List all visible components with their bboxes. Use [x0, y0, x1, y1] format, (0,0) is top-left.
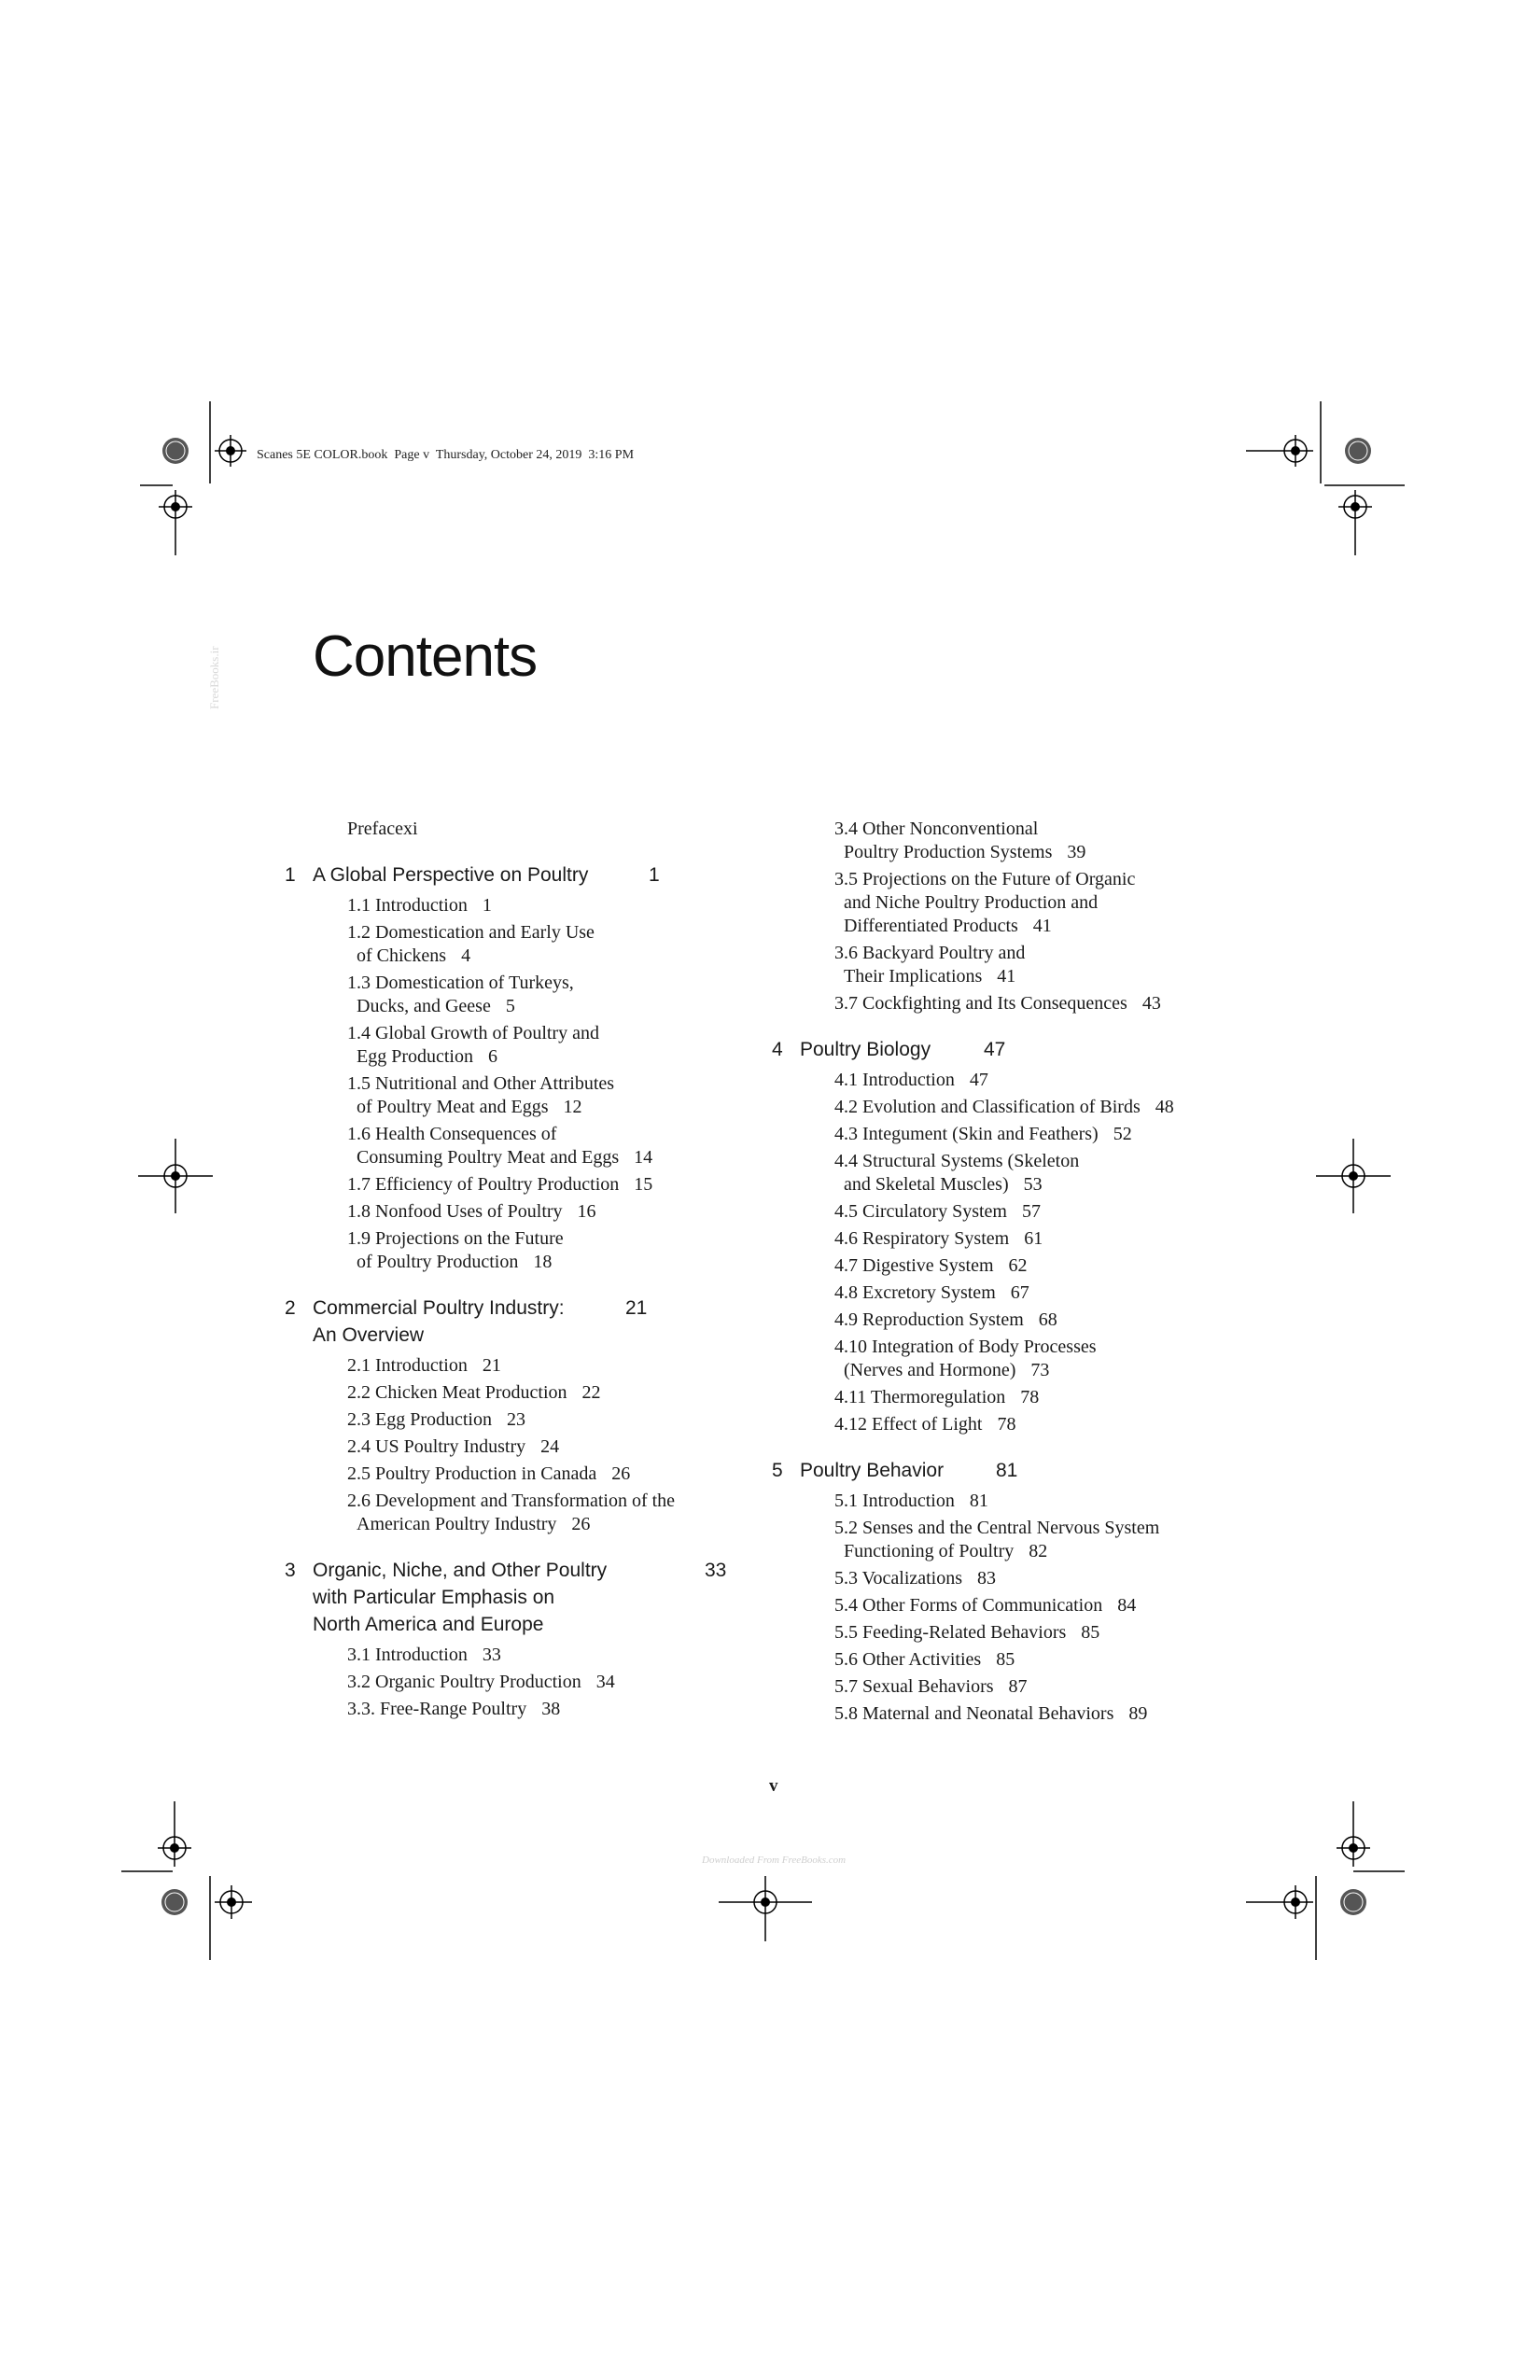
toc-entry-text: of Poultry Meat and Eggs — [357, 1097, 549, 1117]
toc-entry[interactable] — [313, 1200, 733, 1224]
toc-entry-text: Poultry Production Systems — [844, 842, 1053, 862]
toc-entry[interactable] — [800, 1386, 1220, 1409]
registration-mark-top-right — [1246, 401, 1405, 588]
toc-entry-page: 12 — [563, 1097, 582, 1117]
toc-entry[interactable] — [800, 1517, 1220, 1563]
toc-entry-text: 1.8 Nonfood Uses of Poultry — [347, 1201, 563, 1222]
toc-entry-line — [834, 1200, 1220, 1224]
toc-entry-line — [347, 1173, 733, 1197]
toc-entry-line — [347, 1381, 733, 1405]
page-number: v — [769, 1776, 778, 1796]
toc-entry-page: 39 — [1067, 842, 1086, 862]
toc-entry[interactable] — [313, 1698, 733, 1721]
toc-entry-text: 3.5 Projections on the Future of Organic — [834, 869, 1136, 889]
toc-entry[interactable] — [313, 1381, 733, 1405]
toc-right-column — [772, 818, 1220, 1729]
toc-entry-line — [347, 1022, 733, 1045]
toc-entry-text: 2.6 Development and Transformation of the — [347, 1491, 676, 1511]
toc-entry[interactable] — [800, 1227, 1220, 1251]
toc-entry-text: 5.2 Senses and the Central Nervous System — [834, 1518, 1160, 1538]
toc-entry[interactable] — [800, 1413, 1220, 1436]
print-header: Scanes 5E COLOR.book Page v Thursday, October 24, 2019 3:16 PM — [257, 448, 635, 462]
toc-entry-line — [834, 1227, 1220, 1251]
toc-entry-line — [347, 1045, 733, 1069]
toc-entry-page: 89 — [1128, 1703, 1148, 1724]
toc-entry-line — [347, 1200, 733, 1224]
toc-entry[interactable] — [313, 1408, 733, 1432]
footer-watermark: Downloaded From FreeBooks.com — [702, 1855, 847, 1866]
toc-entry[interactable] — [313, 921, 733, 968]
toc-entry-line — [834, 1281, 1220, 1305]
toc-entry-line — [347, 1123, 733, 1146]
chapter-title-line: Commercial Poultry Industry: — [313, 1297, 565, 1319]
toc-entry-page: 53 — [1023, 1174, 1043, 1195]
chapter-number: 2 — [285, 1297, 296, 1319]
toc-entry-text: 2.4 US Poultry Industry — [347, 1436, 526, 1457]
toc-entry[interactable] — [800, 1621, 1220, 1645]
toc-entry-line — [834, 1490, 1220, 1513]
toc-entry-page: 82 — [1029, 1541, 1048, 1561]
toc-entry-text: 4.12 Effect of Light — [834, 1414, 983, 1435]
registration-mark-bottom-right — [1246, 1801, 1405, 1960]
toc-entry-text: 3.4 Other Nonconventional — [834, 819, 1039, 839]
toc-entry-line — [834, 1413, 1220, 1436]
toc-entry-page: 48 — [1155, 1097, 1174, 1117]
toc-entry-page: 16 — [577, 1201, 596, 1222]
toc-entry-text: 2.3 Egg Production — [347, 1409, 492, 1430]
toc-entry[interactable] — [800, 1150, 1220, 1197]
chapter-title-line: with Particular Emphasis on — [313, 1587, 555, 1608]
toc-entry-page: 23 — [507, 1409, 525, 1430]
toc-entry[interactable] — [800, 1594, 1220, 1617]
toc-entry-text: 5.5 Feeding-Related Behaviors — [834, 1622, 1067, 1643]
chapter-title-line: Organic, Niche, and Other Poultry — [313, 1560, 608, 1581]
toc-entry-page: 78 — [997, 1414, 1016, 1435]
toc-entry-line — [347, 1435, 733, 1459]
toc-chapter-3[interactable] — [285, 1557, 733, 1638]
toc-entry-line — [834, 1594, 1220, 1617]
toc-entry-text: 3.3. Free-Range Poultry — [347, 1699, 527, 1719]
toc-entry-text: 3.6 Backyard Poultry and — [834, 943, 1026, 963]
page-title: Contents — [313, 624, 538, 689]
toc-entry-page: 33 — [482, 1645, 501, 1665]
toc-entry-text: 4.5 Circulatory System — [834, 1201, 1007, 1222]
toc-entry-page: 5 — [505, 996, 515, 1016]
toc-entry[interactable] — [800, 992, 1220, 1015]
toc-entry-line — [834, 1675, 1220, 1699]
toc-entry[interactable] — [800, 1096, 1220, 1119]
toc-entry-text: 3.7 Cockfighting and Its Consequences — [834, 993, 1127, 1014]
toc-entry[interactable] — [800, 1702, 1220, 1726]
toc-entry-text: 1.4 Global Growth of Poultry and — [347, 1023, 599, 1043]
toc-entry-page: 52 — [1113, 1124, 1132, 1144]
toc-entry-text: 4.6 Respiratory System — [834, 1228, 1010, 1249]
toc-entry-line — [834, 1254, 1220, 1278]
toc-entry-text: 2.2 Chicken Meat Production — [347, 1382, 567, 1403]
chapter-page: 47 — [984, 1039, 1006, 1060]
toc-entry-line — [834, 1123, 1220, 1146]
toc-entry[interactable] — [313, 1490, 733, 1536]
toc-entry-page: 41 — [997, 966, 1016, 987]
registration-mark-top-left — [140, 401, 252, 588]
toc-chapter-2[interactable] — [285, 1295, 733, 1349]
toc-entry-page: 34 — [595, 1672, 615, 1692]
toc-entry-text: of Chickens — [357, 945, 447, 966]
toc-entry-line — [834, 1096, 1220, 1119]
toc-entry-page: 15 — [634, 1174, 653, 1195]
toc-entry-preface[interactable] — [313, 818, 733, 841]
side-watermark: FreeBooks.ir — [207, 646, 221, 709]
toc-entry-text: 4.8 Excretory System — [834, 1282, 996, 1303]
toc-entry-page: 22 — [581, 1382, 601, 1403]
registration-mark-bottom-center — [719, 1876, 812, 1951]
toc-entry-page: 85 — [1081, 1622, 1100, 1643]
toc-entry-text: 4.1 Introduction — [834, 1070, 955, 1090]
toc-entry[interactable] — [313, 1354, 733, 1378]
chapter-number: 4 — [772, 1039, 783, 1060]
toc-entry-text: 1.1 Introduction — [347, 895, 468, 916]
toc-entry[interactable] — [313, 1671, 733, 1694]
toc-entry-text: 3.1 Introduction — [347, 1645, 468, 1665]
toc-entry-line — [834, 1150, 1220, 1173]
chapter-title-line: North America and Europe — [313, 1614, 544, 1635]
toc-entry-line — [347, 1513, 733, 1536]
toc-entry-line — [834, 1702, 1220, 1726]
toc-entry-text: 5.6 Other Activities — [834, 1649, 982, 1670]
toc-entry[interactable] — [800, 1069, 1220, 1092]
toc-entry[interactable] — [800, 868, 1220, 938]
toc-entry-page: 84 — [1117, 1595, 1137, 1616]
toc-entry-text: 2.5 Poultry Production in Canada — [347, 1463, 597, 1484]
toc-entry[interactable] — [800, 818, 1220, 864]
toc-entry[interactable] — [313, 1463, 733, 1486]
toc-entry-text: 2.1 Introduction — [347, 1355, 468, 1376]
toc-entry-text: 4.4 Structural Systems (Skeleton — [834, 1151, 1080, 1171]
toc-entry-page: 67 — [1010, 1282, 1029, 1303]
toc-entry-text: Ducks, and Geese — [357, 996, 491, 1016]
toc-entry-line — [834, 1336, 1220, 1359]
toc-entry-text: Their Implications — [844, 966, 983, 987]
toc-entry-text: 5.8 Maternal and Neonatal Behaviors — [834, 1703, 1114, 1724]
toc-entry-text: 1.7 Efficiency of Poultry Production — [347, 1174, 620, 1195]
registration-mark-middle-left — [138, 1139, 213, 1232]
toc-entry-page: 87 — [1008, 1676, 1028, 1697]
toc-entry-line — [347, 1463, 733, 1486]
toc-entry-text: 1.6 Health Consequences of — [347, 1124, 557, 1144]
toc-entry-line — [834, 992, 1220, 1015]
toc-entry-line — [834, 841, 1220, 864]
toc-entry-line — [834, 1540, 1220, 1563]
toc-entry-line — [834, 1517, 1220, 1540]
toc-entry-text: 5.1 Introduction — [834, 1491, 955, 1511]
toc-entry-page: 62 — [1008, 1255, 1028, 1276]
toc-entry-text: of Poultry Production — [357, 1252, 519, 1272]
toc-entry-line — [834, 1069, 1220, 1092]
toc-entry-text: American Poultry Industry — [357, 1514, 557, 1534]
toc-entry[interactable] — [313, 1123, 733, 1169]
toc-entry-line — [834, 1309, 1220, 1332]
toc-entry-text: 4.11 Thermoregulation — [834, 1387, 1006, 1407]
toc-entry-text: 3.2 Organic Poultry Production — [347, 1672, 581, 1692]
toc-entry-page: 26 — [571, 1514, 591, 1534]
toc-entry-line — [347, 1698, 733, 1721]
toc-entry-line — [834, 942, 1220, 965]
toc-entry-page: 24 — [540, 1436, 560, 1457]
chapter-page: 1 — [649, 864, 660, 886]
toc-entry-text: 5.7 Sexual Behaviors — [834, 1676, 994, 1697]
toc-entry-page: 73 — [1030, 1360, 1050, 1380]
registration-mark-bottom-left — [121, 1801, 252, 1960]
toc-entry-text: Egg Production — [357, 1046, 473, 1067]
toc-entry[interactable] — [313, 1435, 733, 1459]
toc-entry[interactable] — [800, 1648, 1220, 1672]
toc-entry-text: Consuming Poultry Meat and Eggs — [357, 1147, 620, 1168]
toc-entry-text: 5.3 Vocalizations — [834, 1568, 963, 1589]
toc-entry-text: 4.3 Integument (Skin and Feathers) — [834, 1124, 1099, 1144]
toc-entry[interactable] — [800, 1200, 1220, 1224]
toc-entry[interactable] — [313, 1022, 733, 1069]
toc-entry-line — [347, 1227, 733, 1251]
toc-entry-line — [834, 868, 1220, 891]
toc-entry-text: 4.7 Digestive System — [834, 1255, 994, 1276]
toc-entry-line — [834, 891, 1220, 915]
toc-entry[interactable] — [800, 1490, 1220, 1513]
toc-entry-page: 41 — [1032, 916, 1052, 936]
toc-entry-page: 68 — [1038, 1309, 1057, 1330]
toc-entry-line — [834, 818, 1220, 841]
toc-entry-line — [834, 1359, 1220, 1382]
toc-entry-line — [834, 1386, 1220, 1409]
toc-entry-page: 38 — [541, 1699, 561, 1719]
toc-entry-line — [834, 1648, 1220, 1672]
toc-entry-line — [347, 1146, 733, 1169]
toc-entry-text: Functioning of Poultry — [844, 1541, 1015, 1561]
toc-entry-text: 4.9 Reproduction System — [834, 1309, 1024, 1330]
toc-left-column — [285, 818, 733, 1725]
toc-chapter-4[interactable] — [772, 1036, 1220, 1063]
toc-entry[interactable] — [800, 942, 1220, 988]
toc-entry-text: and Niche Poultry Production and — [844, 892, 1099, 913]
toc-entry-text: and Skeletal Muscles) — [844, 1174, 1009, 1195]
toc-entry-text: Differentiated Products — [844, 916, 1018, 936]
toc-entry-text: 5.4 Other Forms of Communication — [834, 1595, 1103, 1616]
toc-entry[interactable] — [313, 1072, 733, 1119]
toc-entry-page: xi — [402, 819, 418, 839]
chapter-page: 21 — [625, 1297, 648, 1319]
toc-entry-line — [347, 1671, 733, 1694]
toc-entry[interactable] — [313, 1644, 733, 1667]
chapter-title-line: Poultry Behavior — [800, 1460, 945, 1481]
toc-entry-page: 14 — [634, 1147, 653, 1168]
toc-entry-page: 78 — [1020, 1387, 1040, 1407]
toc-entry-text: 1.3 Domestication of Turkeys, — [347, 973, 574, 993]
toc-entry[interactable] — [313, 972, 733, 1018]
toc-entry-text: (Nerves and Hormone) — [844, 1360, 1016, 1380]
toc-entry-line — [834, 965, 1220, 988]
toc-entry-page: 6 — [488, 1046, 497, 1067]
toc-entry-text: 1.2 Domestication and Early Use — [347, 922, 595, 943]
toc-entry[interactable] — [800, 1567, 1220, 1590]
toc-entry-line — [347, 1072, 733, 1096]
chapter-number: 3 — [285, 1560, 296, 1581]
toc-entry-page: 18 — [533, 1252, 553, 1272]
toc-entry-page: 85 — [996, 1649, 1015, 1670]
toc-entry-text: 1.5 Nutritional and Other Attributes — [347, 1073, 615, 1094]
toc-entry-page: 43 — [1141, 993, 1161, 1014]
toc-entry-label: Preface — [347, 819, 403, 839]
toc-entry-line — [347, 1096, 733, 1119]
toc-entry-page: 26 — [611, 1463, 631, 1484]
toc-entry-page: 4 — [461, 945, 471, 966]
toc-entry-line — [347, 945, 733, 968]
chapter-page: 33 — [705, 1560, 727, 1581]
registration-mark-middle-right — [1316, 1139, 1391, 1232]
toc-entry-page: 21 — [482, 1355, 501, 1376]
toc-entry-line — [834, 1567, 1220, 1590]
toc-entry-line — [347, 921, 733, 945]
toc-entry-page: 83 — [977, 1568, 997, 1589]
toc-entry-line — [347, 995, 733, 1018]
toc-entry-line — [347, 1644, 733, 1667]
toc-entry-page: 81 — [969, 1491, 988, 1511]
toc-entry-page: 57 — [1021, 1201, 1041, 1222]
toc-entry-line — [347, 1408, 733, 1432]
toc-entry[interactable] — [313, 1227, 733, 1274]
chapter-title-line: A Global Perspective on Poultry — [313, 864, 589, 886]
toc-entry-line — [347, 1354, 733, 1378]
toc-entry-text: 1.9 Projections on the Future — [347, 1228, 564, 1249]
toc-entry[interactable] — [800, 1254, 1220, 1278]
chapter-number: 1 — [285, 864, 296, 886]
toc-entry[interactable] — [313, 894, 733, 917]
toc-entry-line — [347, 894, 733, 917]
toc-entry-text: 4.2 Evolution and Classification of Birds — [834, 1097, 1141, 1117]
toc-entry[interactable] — [800, 1123, 1220, 1146]
toc-entry[interactable] — [313, 1173, 733, 1197]
toc-entry[interactable] — [800, 1336, 1220, 1382]
toc-entry-text: 4.10 Integration of Body Processes — [834, 1337, 1097, 1357]
toc-entry-line — [347, 1251, 733, 1274]
toc-entry-page: 61 — [1024, 1228, 1043, 1249]
toc-chapter-1[interactable] — [285, 861, 733, 889]
chapter-title-line: An Overview — [313, 1324, 425, 1346]
toc-entry[interactable] — [800, 1675, 1220, 1699]
toc-entry-page: 1 — [482, 895, 492, 916]
chapter-number: 5 — [772, 1460, 783, 1481]
toc-entry-line — [834, 1621, 1220, 1645]
toc-entry-line — [834, 1173, 1220, 1197]
toc-entry[interactable] — [800, 1281, 1220, 1305]
chapter-page: 81 — [996, 1460, 1018, 1481]
toc-entry-page: 47 — [969, 1070, 988, 1090]
toc-entry[interactable] — [800, 1309, 1220, 1332]
toc-chapter-5[interactable] — [772, 1457, 1220, 1484]
toc-entry-line — [834, 915, 1220, 938]
chapter-title-line: Poultry Biology — [800, 1039, 931, 1060]
toc-entry-line — [347, 972, 733, 995]
toc-entry-line — [347, 1490, 733, 1513]
